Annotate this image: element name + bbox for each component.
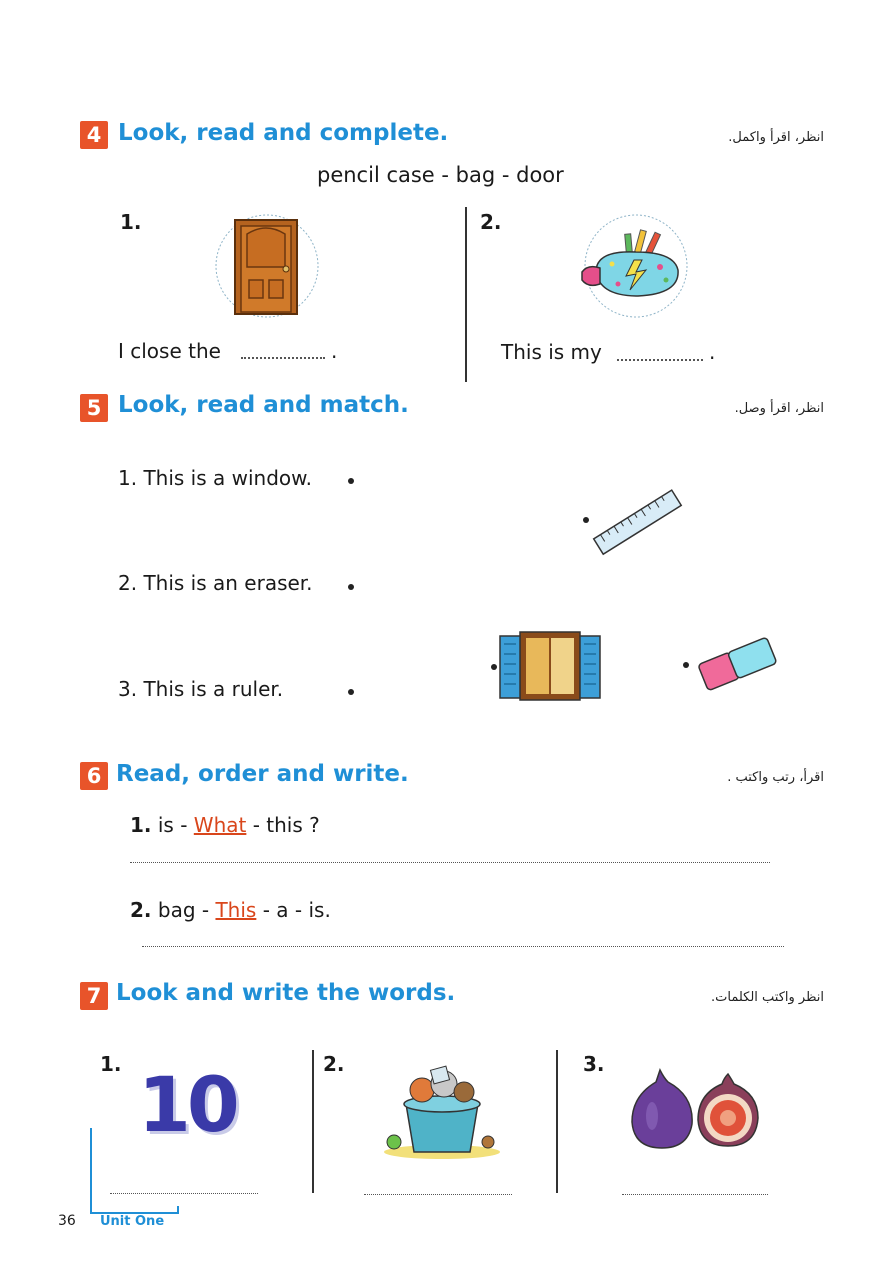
match-dot-sentence-3[interactable] (348, 689, 354, 695)
eraser-image (694, 632, 780, 694)
section4-divider (465, 207, 467, 382)
item7-3-number: 3. (583, 1052, 605, 1076)
section7-divider-1 (312, 1050, 314, 1193)
item4-2-answer-line[interactable] (617, 359, 703, 361)
section5-badge: 5 (80, 394, 108, 422)
ruler-image (590, 485, 686, 561)
section5-arabic: انظر، اقرأ وصل. (734, 401, 824, 416)
door-image (213, 212, 321, 320)
answer-line-7-3[interactable] (622, 1194, 768, 1195)
section4-badge: 4 (80, 121, 108, 149)
question-6-2-number: 2. (130, 898, 152, 922)
section7-divider-2 (556, 1050, 558, 1193)
answer-line-6-2[interactable] (142, 946, 784, 947)
question-6-2-part-a: bag - (157, 898, 210, 922)
window-image (498, 630, 602, 702)
match-dot-sentence-2[interactable] (348, 584, 354, 590)
section7-badge: 7 (80, 982, 108, 1010)
section4-arabic: انظر، اقرأ واكمل. (728, 130, 824, 145)
page-number: 36 (58, 1213, 76, 1229)
section7-title: Look and write the words. (116, 980, 456, 1006)
item4-2-sentence: This is my (501, 340, 602, 364)
match-dot-ruler[interactable] (583, 517, 589, 523)
match-sentence-3: 3. This is a ruler. (118, 677, 284, 701)
section6-arabic: اقرأ، رتب واكتب . (727, 770, 824, 785)
answer-line-7-2[interactable] (364, 1194, 512, 1195)
question-6-1-part-b: - this ? (252, 813, 320, 837)
section5-title: Look, read and match. (118, 392, 409, 418)
word-bank: pencil case - bag - door (317, 163, 564, 187)
match-dot-eraser[interactable] (683, 662, 689, 668)
question-6-1 (130, 813, 320, 837)
footer-bracket-line (90, 1128, 92, 1213)
ten-number-image: 10 (138, 1060, 236, 1149)
match-dot-window[interactable] (491, 664, 497, 670)
section6-badge: 6 (80, 762, 108, 790)
section6-title: Read, order and write. (116, 761, 409, 787)
answer-line-6-1[interactable] (130, 862, 770, 863)
footer-bracket-tick (177, 1206, 179, 1214)
section4-title: Look, read and complete. (118, 120, 449, 146)
item4-1-sentence: I close the (118, 339, 221, 363)
pencil-case-image (578, 212, 698, 320)
figs-image (630, 1066, 762, 1152)
question-6-1-number: 1. (130, 813, 152, 837)
item7-2-number: 2. (323, 1052, 345, 1076)
item4-2-number: 2. (480, 210, 502, 234)
item4-2-period: . (709, 340, 716, 364)
item4-1-answer-line[interactable] (241, 357, 325, 359)
item4-1-number: 1. (120, 210, 142, 234)
answer-line-7-1[interactable] (110, 1193, 258, 1194)
question-6-2-highlight: This (215, 898, 257, 922)
trash-can-image (378, 1062, 506, 1162)
match-dot-sentence-1[interactable] (348, 478, 354, 484)
question-6-2 (130, 898, 331, 922)
question-6-1-part-a: is - (157, 813, 188, 837)
match-sentence-2: 2. This is an eraser. (118, 571, 313, 595)
match-sentence-1: 1. This is a window. (118, 466, 313, 490)
question-6-1-highlight: What (193, 813, 247, 837)
unit-label: Unit One (100, 1214, 165, 1229)
item7-1-number: 1. (100, 1052, 122, 1076)
section7-arabic: انظر واكتب الكلمات. (710, 990, 824, 1005)
question-6-2-part-b: - a - is. (262, 898, 331, 922)
item4-1-period: . (331, 339, 338, 363)
